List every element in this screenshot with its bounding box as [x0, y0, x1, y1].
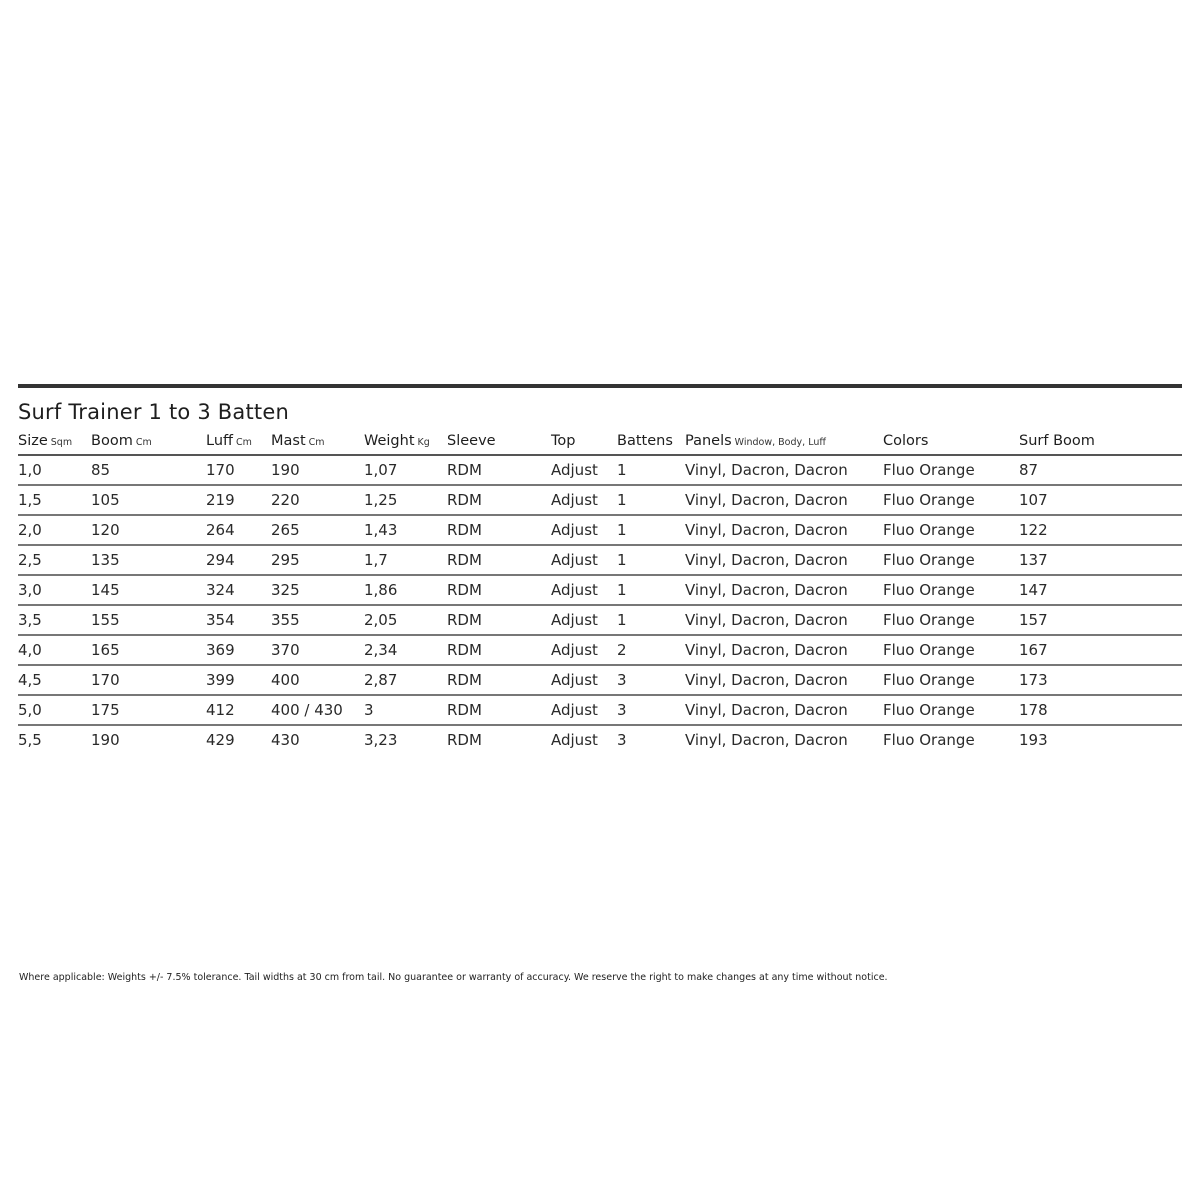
cell-sleeve: RDM [447, 455, 551, 485]
cell-size: 3,0 [18, 575, 91, 605]
cell-size: 5,0 [18, 695, 91, 725]
cell-mast: 430 [271, 731, 300, 749]
table-row [18, 485, 1182, 515]
column-label: Sleeve [447, 433, 496, 449]
cell-surf-boom: 87 [1019, 455, 1182, 485]
column-unit: Sqm [50, 437, 73, 448]
cell-size: 4,5 [18, 665, 91, 695]
cell-top: Adjust [551, 515, 617, 545]
cell-sleeve: RDM [447, 515, 551, 545]
cell-colors: Fluo Orange [883, 575, 1019, 605]
cell-battens: 1 [617, 485, 685, 515]
cell-surf-boom: 147 [1019, 575, 1182, 605]
cell-panels: Vinyl, Dacron, Dacron [685, 575, 883, 605]
cell-battens: 3 [617, 695, 685, 725]
cell-weight: 1,86 [364, 575, 447, 605]
cell-luff: 294 [206, 545, 271, 575]
cell-colors: Fluo Orange [883, 455, 1019, 485]
cell-colors: Fluo Orange [883, 485, 1019, 515]
cell-mast: 400 / 430 [271, 695, 364, 725]
column-unit: Cm [135, 437, 152, 448]
column-label: Colors [883, 433, 929, 449]
cell-boom: 105 [91, 485, 206, 515]
column-label: Luff [206, 433, 234, 449]
table-row [18, 605, 1182, 635]
cell-colors: Fluo Orange [883, 635, 1019, 665]
cell-panels: Vinyl, Dacron, Dacron [685, 731, 848, 749]
header-row [18, 428, 1182, 455]
cell-luff: 219 [206, 485, 271, 515]
cell-weight: 1,25 [364, 485, 447, 515]
cell-panels: Vinyl, Dacron, Dacron [685, 695, 883, 725]
spec-table [18, 428, 1182, 754]
column-unit: Window, Body, Luff [734, 437, 826, 448]
cell-colors: Fluo Orange [883, 515, 1019, 545]
cell-colors: Fluo Orange [883, 731, 975, 749]
cell-top: Adjust [551, 605, 617, 635]
cell-weight: 2,34 [364, 635, 447, 665]
spec-sheet [18, 384, 1182, 754]
column-header-weight [364, 428, 447, 455]
cell-boom: 165 [91, 635, 206, 665]
table-body [18, 455, 1182, 754]
column-header-mast [271, 428, 364, 455]
column-header-battens [617, 428, 685, 455]
cell-battens: 1 [617, 515, 685, 545]
cell-size: 4,0 [18, 635, 91, 665]
cell-mast: 325 [271, 575, 364, 605]
cell-luff: 264 [206, 515, 271, 545]
cell-sleeve: RDM [447, 605, 551, 635]
column-label: Panels [685, 433, 732, 449]
column-header-sleeve [447, 428, 551, 455]
column-label: Top [551, 433, 576, 449]
cell-surf-boom: 167 [1019, 635, 1182, 665]
table-row [18, 575, 1182, 605]
cell-weight: 3 [364, 695, 447, 725]
column-label: Battens [617, 433, 673, 449]
cell-surf-boom: 173 [1019, 665, 1182, 695]
cell-mast: 400 [271, 665, 364, 695]
column-header-size [18, 428, 91, 455]
table-row [18, 665, 1182, 695]
cell-colors: Fluo Orange [883, 665, 1019, 695]
cell-boom: 155 [91, 605, 206, 635]
cell-boom: 145 [91, 575, 206, 605]
cell-surf-boom: 157 [1019, 605, 1182, 635]
cell-luff: 412 [206, 695, 271, 725]
cell-surf-boom: 193 [1019, 731, 1048, 749]
cell-top: Adjust [551, 635, 617, 665]
cell-size: 3,5 [18, 605, 91, 635]
cell-luff: 369 [206, 635, 271, 665]
cell-panels: Vinyl, Dacron, Dacron [685, 545, 883, 575]
cell-boom: 175 [91, 695, 206, 725]
cell-battens: 1 [617, 545, 685, 575]
cell-panels: Vinyl, Dacron, Dacron [685, 605, 883, 635]
cell-surf-boom: 107 [1019, 485, 1182, 515]
cell-boom: 135 [91, 545, 206, 575]
cell-top: Adjust [551, 695, 617, 725]
cell-battens: 1 [617, 455, 685, 485]
cell-colors: Fluo Orange [883, 545, 1019, 575]
column-unit: Kg [417, 437, 430, 448]
cell-sleeve: RDM [447, 485, 551, 515]
cell-luff: 429 [206, 731, 235, 749]
cell-surf-boom: 122 [1019, 515, 1182, 545]
cell-panels: Vinyl, Dacron, Dacron [685, 515, 883, 545]
cell-size: 2,5 [18, 545, 91, 575]
column-label: Mast [271, 433, 306, 449]
cell-weight: 1,43 [364, 515, 447, 545]
cell-mast: 190 [271, 455, 364, 485]
cell-sleeve: RDM [447, 635, 551, 665]
cell-battens: 2 [617, 635, 685, 665]
cell-top: Adjust [551, 455, 617, 485]
cell-weight: 3,23 [364, 731, 398, 749]
table-row [18, 635, 1182, 665]
column-label: Boom [91, 433, 133, 449]
cell-sleeve: RDM [447, 695, 551, 725]
cell-sleeve: RDM [447, 731, 482, 749]
table-row [18, 515, 1182, 545]
cell-size: 1,5 [18, 485, 91, 515]
cell-weight: 1,7 [364, 545, 447, 575]
cell-weight: 2,05 [364, 605, 447, 635]
top-rule [18, 384, 1182, 388]
cell-battens: 3 [617, 665, 685, 695]
table-row [18, 695, 1182, 725]
table-row [18, 545, 1182, 575]
cell-panels: Vinyl, Dacron, Dacron [685, 485, 883, 515]
cell-top: Adjust [551, 545, 617, 575]
column-label: Weight [364, 433, 415, 449]
cell-top: Adjust [551, 731, 598, 749]
cell-mast: 295 [271, 545, 364, 575]
cell-surf-boom: 178 [1019, 695, 1182, 725]
cell-top: Adjust [551, 485, 617, 515]
cell-size: 1,0 [18, 455, 91, 485]
cell-size: 5,5 [18, 731, 42, 749]
cell-panels: Vinyl, Dacron, Dacron [685, 635, 883, 665]
cell-sleeve: RDM [447, 665, 551, 695]
cell-mast: 370 [271, 635, 364, 665]
cell-battens: 1 [617, 575, 685, 605]
cell-luff: 399 [206, 665, 271, 695]
cell-panels: Vinyl, Dacron, Dacron [685, 665, 883, 695]
column-unit: Cm [236, 437, 252, 448]
cell-mast: 355 [271, 605, 364, 635]
cell-luff: 354 [206, 605, 271, 635]
table-row [18, 455, 1182, 485]
cell-weight: 1,07 [364, 455, 447, 485]
column-header-surf-boom [1019, 428, 1182, 455]
cell-panels: Vinyl, Dacron, Dacron [685, 455, 883, 485]
cell-mast: 265 [271, 515, 364, 545]
column-header-boom [91, 428, 206, 455]
column-header-luff [206, 428, 271, 455]
cell-mast: 220 [271, 485, 364, 515]
cell-boom: 85 [91, 455, 206, 485]
cell-boom: 120 [91, 515, 206, 545]
cell-battens: 3 [617, 731, 627, 749]
cell-colors: Fluo Orange [883, 695, 1019, 725]
footnote: Where applicable: Weights +/- 7.5% tolerance. Tail widths at 30 cm from tail. No guarantee or warranty of accuracy. We reserve the right to make changes at any time without notice. [19, 972, 888, 983]
cell-boom: 190 [91, 731, 120, 749]
column-unit: Cm [308, 437, 325, 448]
column-header-panels [685, 428, 883, 455]
column-label: Size [18, 433, 48, 449]
column-header-colors [883, 428, 1019, 455]
cell-sleeve: RDM [447, 545, 551, 575]
cell-top: Adjust [551, 665, 617, 695]
cell-luff: 170 [206, 455, 271, 485]
cell-luff: 324 [206, 575, 271, 605]
cell-weight: 2,87 [364, 665, 447, 695]
table-title: Surf Trainer 1 to 3 Batten [18, 400, 289, 424]
cell-colors: Fluo Orange [883, 605, 1019, 635]
column-label: Surf Boom [1019, 433, 1095, 449]
cell-size: 2,0 [18, 515, 91, 545]
table-row [18, 725, 1182, 754]
cell-top: Adjust [551, 575, 617, 605]
cell-boom: 170 [91, 665, 206, 695]
cell-battens: 1 [617, 605, 685, 635]
cell-surf-boom: 137 [1019, 545, 1182, 575]
column-header-top [551, 428, 617, 455]
cell-sleeve: RDM [447, 575, 551, 605]
